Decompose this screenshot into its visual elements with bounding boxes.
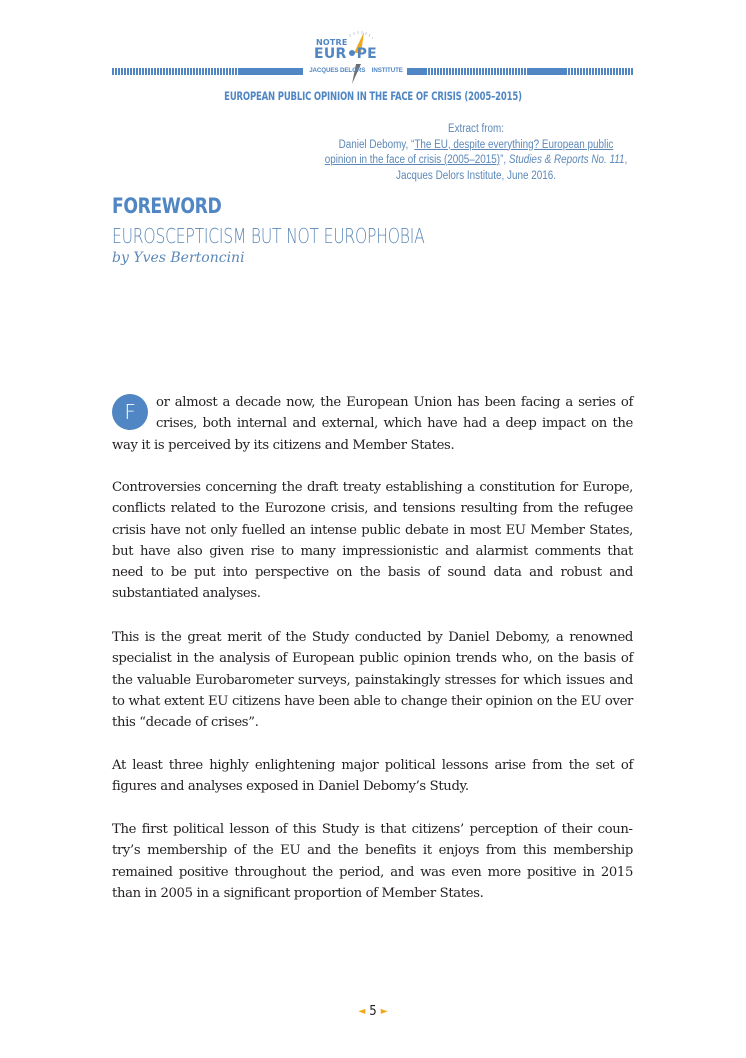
notre-europe-logo: [306, 24, 406, 82]
paragraph-4: At least three highly enlightening major political lessons arise from the set of figures and analyses exposed in Daniel Debomy’s Study.: [112, 758, 633, 795]
page-number: 5: [369, 1004, 377, 1019]
logo-notre: NOTRE: [316, 38, 348, 47]
left-arrow-icon: ◄: [358, 1006, 366, 1017]
paragraph-5: The first political lesson of this Study is that citizens’ perception of their country’s membership of the EU and the benefits it enjoys from this membership remained positive throughout the period, and was even more positive in 2015 than in 2005 in a significant proportion of Member States.: [112, 822, 633, 901]
logo-europe: [314, 46, 377, 62]
extract-intro: Extract from:: [447, 123, 505, 135]
logo-dot: [349, 50, 355, 56]
extract-series: Studies & Reports No. 111: [508, 154, 625, 166]
paragraph-3: This is the great merit of the Study conducted by Daniel Debomy, a renowned specialist in the analysis of European public opinion trends who, on the basis of the valuable Eurobarometer surveys, painstakingly stresses for which issues and to what extent EU citizens have been able to change their opinion on the EU over this “decade of crises”.: [112, 630, 633, 731]
extract-reference: [325, 138, 628, 185]
logo-institute: [306, 67, 406, 74]
logo-institute-label: INSTITUTE: [371, 67, 403, 74]
extract-author: Daniel Debomy, “: [338, 138, 415, 151]
header-rule-right-striped-2: [565, 68, 633, 75]
logo-jacques-delors: JACQUES DELORS: [309, 67, 366, 74]
running-title: EUROPEAN PUBLIC OPINION IN THE FACE OF CRISIS (2005–2015): [224, 89, 522, 103]
publication-link[interactable]: The EU, despite everything? European public opinion in the face of crisis (2005–2015): [324, 138, 614, 166]
extract-citation: [325, 122, 628, 184]
header-rule-right-striped-1: [425, 68, 527, 75]
dropcap: F: [112, 394, 148, 430]
page-footer: [0, 1004, 746, 1019]
paragraph-1: [112, 392, 633, 456]
extract-publisher: , Jacques Delors Institute, June 2016.: [396, 154, 628, 182]
logo-europe-left: EUR: [314, 46, 347, 62]
header-rule-right-solid-2: [527, 68, 565, 75]
paragraph-1-text: or almost a decade now, the European Union has been facing a series of crises, both internal and external, which have had a deep impact on the way it is perceived by its citizens and Member States.: [112, 395, 633, 453]
paragraph-2: Controversies concerning the draft treaty establishing a constitution for Europe, conflicts related to the Eurozone crisis, and tensions resulting from the refugee crisis have not only fuelled an intense public debate in most EU Member States, but have also given rise to many impressionistic and alarmist comments that need to be put into perspective on the basis of sound data and robust and substantiated analyses.: [112, 480, 633, 602]
header-rule-left-striped: [112, 68, 240, 75]
header-rule-right-solid-1: [407, 68, 425, 75]
header-rule-left-solid: [240, 68, 303, 75]
logo-europe-right: PE: [356, 46, 378, 62]
page-title: FOREWORD: [112, 194, 222, 218]
right-arrow-icon: ►: [380, 1006, 388, 1017]
byline: by Yves Bertoncini: [112, 250, 245, 266]
extract-after-link: ”,: [500, 154, 509, 166]
page-subtitle: EUROSCEPTICISM BUT NOT EUROPHOBIA: [112, 224, 425, 248]
